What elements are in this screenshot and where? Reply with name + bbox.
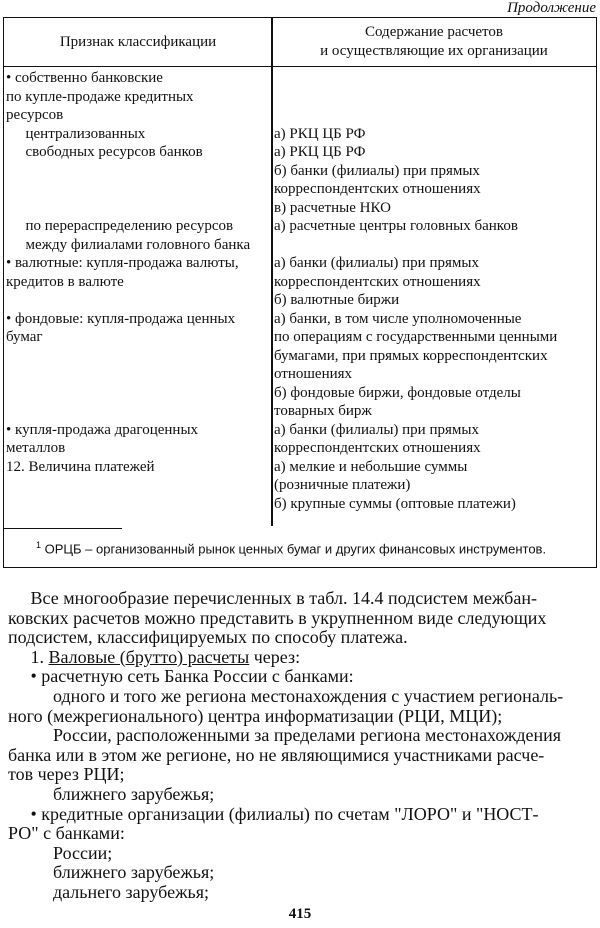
header-col-content-line1: Содержание расчетов (364, 24, 503, 40)
cell-left: ресурсов (6, 107, 64, 123)
cell-right: (розничные платежи) (274, 477, 411, 493)
cell-right: б) фондовые биржи, фондовые отделы (274, 384, 521, 401)
header-col-content-line2: и осуществляющие их организации (320, 43, 548, 59)
body-text-line: банка или в этом же регионе, но не являющимися участниками расче- (8, 744, 545, 765)
body-text-line (8, 647, 596, 668)
column-divider (271, 18, 273, 526)
cell-right: а) расчетные центры головных банков (274, 218, 518, 234)
cell-right: б) крупные суммы (оптовые платежи) (274, 495, 516, 512)
cell-right: бумагами, при прямых корреспондентских (274, 347, 548, 364)
header-col-classification: Признак классификации (59, 33, 217, 50)
cell-right: б) банки (филиалы) при прямых (274, 162, 480, 179)
footnote-text: ОРЦБ – организованный рынок ценных бумаг и других финансовых инструментов. (44, 541, 547, 557)
cell-left: • собственно банковские (6, 70, 163, 86)
cell-right: корреспондентских отношениях (274, 440, 481, 456)
cell-left: • купля-продажа драгоценных (6, 421, 199, 438)
body-text-line: ковских расчетов можно представить в укрупненном виде следующих (8, 607, 547, 628)
cell-right: в) расчетные НКО (274, 199, 391, 216)
cell-right: отношениях (274, 366, 353, 382)
body-text-line: ближнего зарубежья; (8, 784, 215, 804)
underlined-term: Валовые (брутто) расчеты (48, 646, 250, 667)
body-text-line: тов через РЦИ; (8, 764, 125, 785)
cell-left: свободных ресурсов банков (18, 144, 203, 160)
cell-left: по купле-продаже кредитных (6, 88, 194, 105)
cell-right: б) валютные биржи (274, 292, 400, 308)
body-text-line: одного и того же региона местонахождения с участием региональ- (8, 686, 564, 706)
cell-right: а) РКЦ ЦБ РФ (274, 144, 366, 160)
body-text-line: РО" с банками: (8, 823, 125, 844)
cell-left: металлов (6, 440, 66, 456)
cell-left: кредитов в валюте (6, 273, 124, 290)
footnote-mark: 1 (36, 540, 42, 550)
classification-table (3, 17, 597, 568)
cell-left: между филиалами головного банка (18, 236, 251, 253)
cell-left: • фондовые: купля-продажа ценных (6, 310, 236, 327)
cell-right: корреспондентских отношениях (274, 181, 481, 197)
body-text-line: подсистем, классифицируемых по способу платежа. (8, 627, 408, 648)
cell-right: корреспондентских отношениях (274, 273, 481, 290)
cell-left: 12. Величина платежей (6, 458, 155, 475)
footnote (36, 540, 546, 556)
table-header (4, 18, 596, 67)
body-text-line: ближнего зарубежья; (8, 862, 215, 883)
header-col-content (272, 18, 596, 66)
cell-left: бумаг (6, 329, 43, 345)
footnote-divider (4, 528, 122, 529)
body-text-line: России, расположенными за пределами региона местонахождения (8, 725, 562, 746)
cell-right: а) мелкие и небольшие суммы (274, 458, 468, 475)
cell-left: • валютные: купля-продажа валюты, (6, 255, 239, 271)
body-text-line: • кредитные организации (филиалы) по счетам "ЛОРО" и "НОСТ- (8, 803, 539, 824)
cell-right: а) банки, в том числе уполномоченные (274, 310, 522, 327)
cell-right: а) банки (филиалы) при прямых (274, 255, 479, 271)
cell-left: централизованных (18, 125, 146, 142)
list-suffix: через: (249, 646, 301, 667)
cell-left: по перераспределению ресурсов (18, 218, 234, 234)
body-text-line: России; (8, 842, 113, 863)
cell-right: а) РКЦ ЦБ РФ (274, 125, 366, 142)
body-text-line: • расчетную сеть Банка России с банками: (8, 666, 354, 687)
body-text-line: ного (межрегионального) центра информатизации (РЦИ, МЦИ); (8, 705, 503, 726)
body-text-line: дальнего зарубежья; (8, 882, 210, 902)
cell-right: по операциям с государственными ценными (274, 329, 558, 345)
cell-right: а) банки (филиалы) при прямых (274, 421, 479, 438)
continued-label: Продолжение (507, 0, 596, 16)
body-text-line: Все многообразие перечисленных в табл. 14.4 подсистем межбан- (8, 588, 537, 608)
page-number: 415 (288, 906, 312, 922)
list-number: 1. (8, 646, 49, 667)
cell-right: товарных бирж (274, 403, 372, 419)
